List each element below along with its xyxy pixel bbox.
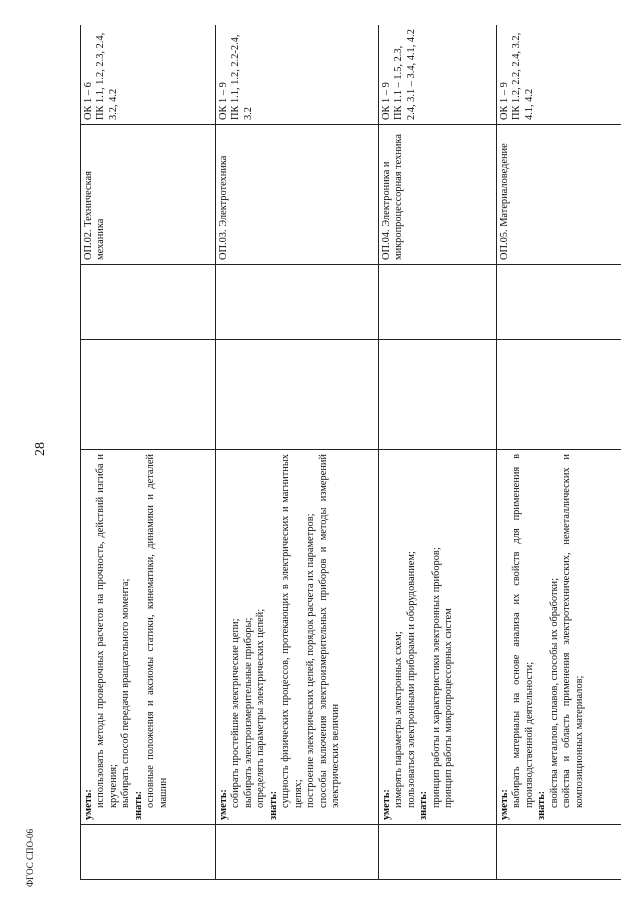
skill-line: определять параметры электрических цепей; xyxy=(255,608,267,808)
empty-cell xyxy=(379,265,497,340)
empty-cell xyxy=(216,265,379,340)
section-label: знать: xyxy=(536,790,548,820)
empty-cell xyxy=(379,340,497,450)
empty-cell xyxy=(497,825,622,880)
skill-line: использовать методы проверочных расчетов на прочность, действий изгиба и кручения; xyxy=(95,454,119,808)
footer-note: ФГОС СПО-06 xyxy=(25,829,35,887)
page-number: 28 xyxy=(33,442,48,456)
skill-line: свойства металлов, сплавов, способы их обработки; xyxy=(548,578,560,808)
empty-cell xyxy=(497,265,622,340)
table-row xyxy=(216,25,379,880)
table-row xyxy=(379,25,497,880)
table-row xyxy=(497,25,622,880)
table-row xyxy=(81,25,216,880)
empty-cell xyxy=(497,340,622,450)
skill-line: выбирать материалы на основе анализа их свойств для применения в производственной деятельности; xyxy=(511,454,535,808)
skill-line: выбирать электроизмерительные приборы; xyxy=(242,617,254,808)
curriculum-table xyxy=(80,25,621,880)
skills-cell xyxy=(81,450,216,825)
skill-line: сущность физических процессов, протекающих в электрических и магнитных цепях; xyxy=(280,454,304,808)
section-label: уметь: xyxy=(218,789,229,820)
skill-line: выбирать способ передачи вращательного момента; xyxy=(120,578,132,808)
empty-cell xyxy=(81,340,216,450)
skill-line: построение электрических цепей, порядок расчета их параметров; xyxy=(305,513,317,808)
skill-line: свойства и область применения электротехнических, неметаллических и композиционных материалов; xyxy=(561,454,585,808)
discipline-cell: ОП.02. Техническая механика xyxy=(81,125,216,265)
empty-cell xyxy=(216,340,379,450)
section-label: уметь: xyxy=(83,789,94,820)
section-label: знать: xyxy=(418,790,430,820)
competencies-cell: ОК 1 – 9 ПК 1.1 – 1.5, 2.3, 2.4, 3.1 – 3.4, 4.1, 4.2 xyxy=(379,25,497,125)
skills-cell xyxy=(379,450,497,825)
empty-cell xyxy=(379,825,497,880)
discipline-cell: ОП.05. Материаловедение xyxy=(497,125,622,265)
skill-line: собирать простейшие электрические цепи; xyxy=(230,618,242,808)
section-label: уметь: xyxy=(381,789,392,820)
section-label: знать: xyxy=(132,790,144,820)
competencies-cell: ОК 1 – 6 ПК 1.1, 1.2, 2.3, 2.4, 3.2, 4.2 xyxy=(81,25,216,125)
skill-line: измерять параметры электронных схем; xyxy=(393,631,405,808)
table-frame xyxy=(80,25,621,880)
discipline-cell: ОП.04. Электроника и микропроцессорная техника xyxy=(379,125,497,265)
skill-line: принцип работы и характеристики электронных приборов; xyxy=(430,547,442,808)
empty-cell xyxy=(216,825,379,880)
skill-line: способы включения электроизмерительных приборов и методы измерений электрических величин xyxy=(317,454,342,808)
competencies-cell: ОК 1 – 9 ПК 1.2, 2.2, 2.4, 3.2, 4.1, 4.2 xyxy=(497,25,622,125)
competencies-cell: ОК 1 – 9 ПК 1.1, 1.2, 2.2-2.4, 3.2 xyxy=(216,25,379,125)
empty-cell xyxy=(81,825,216,880)
empty-cell xyxy=(81,265,216,340)
section-label: уметь: xyxy=(499,789,510,820)
skill-line: принцип работы микропроцессорных систем xyxy=(443,608,455,808)
rotated-page xyxy=(80,25,621,880)
skill-line: пользоваться электронными приборами и оборудованием; xyxy=(405,551,417,808)
skill-line: основные положения и аксиомы статики, кинематики, динамики и деталей машин xyxy=(145,454,169,808)
skills-cell xyxy=(216,450,379,825)
discipline-cell: ОП.03. Электротехника xyxy=(216,125,379,265)
section-label: знать: xyxy=(267,790,279,820)
skills-cell xyxy=(497,450,622,825)
